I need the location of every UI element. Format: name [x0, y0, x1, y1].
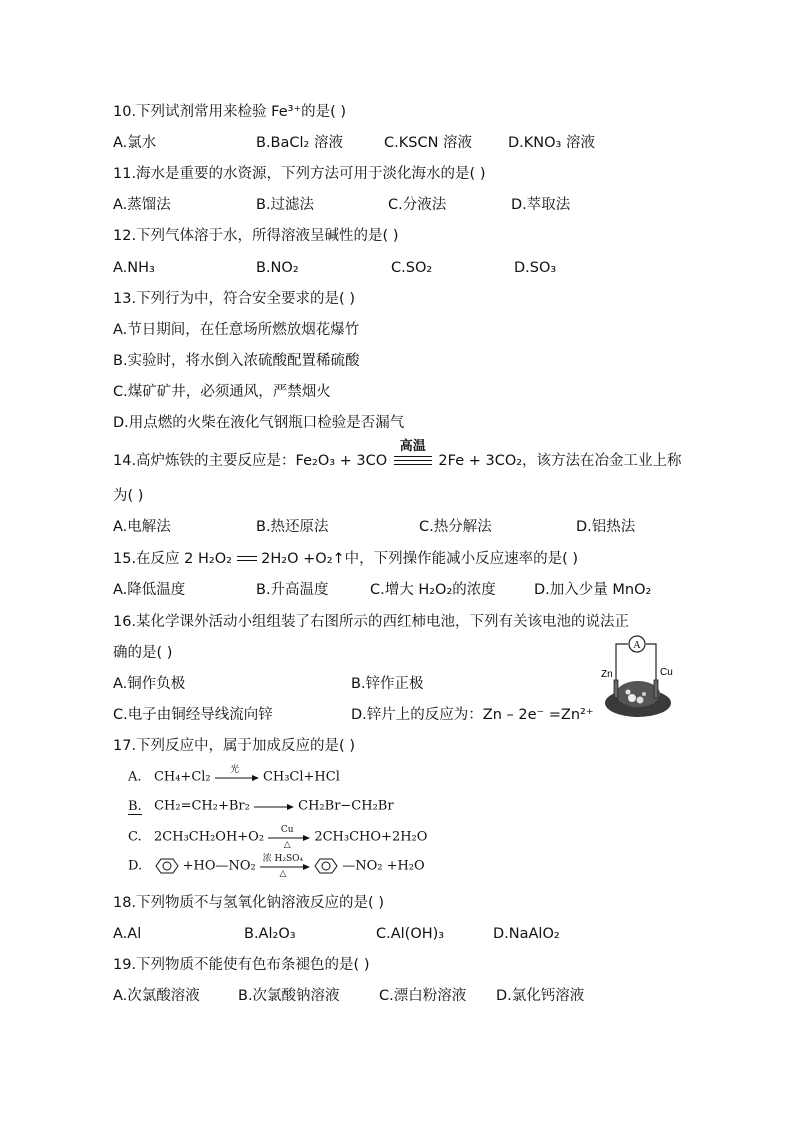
q17-d-products: —NO₂ +H₂O — [342, 858, 425, 874]
question-14-stem-line2: 为( ) — [113, 488, 144, 504]
q11-option-a: A.蒸馏法 — [113, 197, 171, 213]
q18-option-a: A.Al — [113, 926, 142, 942]
ammeter-label: A — [633, 640, 641, 651]
q10-option-d: D.KNO₃ 溶液 — [508, 135, 595, 151]
q17-reaction-d — [128, 855, 425, 877]
q16-option-d: D.锌片上的反应为：Zn – 2e⁻ =Zn²⁺ — [351, 707, 594, 723]
triple-bar-bottom — [394, 464, 432, 465]
reaction-arrow — [260, 855, 310, 877]
q17-c-condition-bottom: △ — [283, 840, 291, 850]
zinc-label: Zn — [601, 669, 613, 680]
q17-c-condition-top: Cu — [280, 825, 294, 835]
benzene-ring-icon — [155, 857, 179, 875]
q11-option-c: C.分液法 — [388, 197, 447, 213]
triple-bar-top — [394, 456, 432, 457]
q18-option-b: B.Al₂O₃ — [244, 926, 296, 942]
q16-option-c: C.电子由铜经导线流向锌 — [113, 707, 273, 723]
q10-option-b: B.BaCl₂ 溶液 — [256, 135, 343, 151]
question-11-stem: 11.海水是重要的水资源，下列方法可用于淡化海水的是( ) — [113, 166, 486, 182]
question-19-stem: 19.下列物质不能使有色布条褪色的是( ) — [113, 957, 370, 973]
q17-reaction-b — [128, 797, 394, 816]
q17-a-reactants: CH₄+Cl₂ — [153, 769, 211, 785]
q15-option-a: A.降低温度 — [113, 582, 186, 598]
q14-condition: 高温 — [399, 439, 426, 454]
q17-c-reactants: 2CH₃CH₂OH+O₂ — [154, 829, 265, 845]
q13-option-a: A.节日期间，在任意场所燃放烟花爆竹 — [113, 322, 360, 338]
question-15-stem — [113, 549, 578, 569]
double-bar-top — [237, 556, 257, 557]
tomato-highlight — [637, 697, 644, 704]
q13-option-c: C.煤矿矿井，必须通风，严禁烟火 — [113, 384, 331, 400]
q13-option-d: D.用点燃的火柴在液化气钢瓶口检验是否漏气 — [113, 415, 405, 431]
q10-option-a: A.氯水 — [113, 135, 157, 151]
q11-option-b: B.过滤法 — [256, 197, 315, 213]
q12-option-b: B.NO₂ — [256, 260, 299, 276]
q17-a-condition-top: 光 — [230, 765, 240, 775]
double-bar-bottom — [237, 560, 257, 561]
q12-option-c: C.SO₂ — [391, 260, 433, 276]
q18-option-d: D.NaAlO₂ — [493, 926, 560, 942]
question-16-stem-line2: 确的是( ) — [113, 645, 173, 661]
q19-option-d: D.氯化钙溶液 — [496, 988, 585, 1004]
question-10-stem: 10.下列试剂常用来检验 Fe³⁺的是( ) — [113, 104, 347, 120]
q17-b-reactants: CH₂=CH₂+Br₂ — [154, 798, 250, 814]
copper-label: Cu — [660, 667, 673, 678]
tomato-shape — [616, 681, 660, 707]
q14-option-b: B.热还原法 — [256, 519, 329, 535]
q14-option-d: D.铝热法 — [576, 519, 636, 535]
benzene-ring-icon — [314, 857, 338, 875]
q16-option-a: A.铜作负极 — [113, 676, 186, 692]
q12-option-a: A.NH₃ — [113, 260, 155, 276]
q17-a-products: CH₃Cl+HCl — [262, 769, 340, 785]
question-16-stem-line1: 16.某化学课外活动小组组装了右图所示的西红柿电池，下列有关该电池的说法正 — [113, 614, 630, 630]
q15-equation-left: 15.在反应 2 H₂O₂ — [113, 551, 232, 567]
triple-bar-mid — [394, 460, 432, 461]
q19-option-b: B.次氯酸钠溶液 — [238, 988, 340, 1004]
arrow-icon — [254, 804, 294, 810]
q15-equation-right: 2H₂O +O₂↑中，下列操作能减小反应速率的是( ) — [261, 551, 579, 567]
q10-option-c: C.KSCN 溶液 — [384, 135, 473, 151]
q17-a-label: A. — [128, 769, 142, 785]
q14-equation-left: 14.高炉炼铁的主要反应是：Fe₂O₃ + 3CO — [113, 453, 388, 469]
q17-b-label: B. — [128, 798, 142, 814]
reaction-arrow — [268, 826, 310, 848]
question-12-stem: 12.下列气体溶于水，所得溶液呈碱性的是( ) — [113, 228, 399, 244]
double-equals-sign — [237, 554, 257, 564]
q17-d-condition-bottom: △ — [279, 869, 287, 879]
q17-reaction-c — [128, 826, 427, 848]
question-13-stem: 13.下列行为中，符合安全要求的是( ) — [113, 291, 355, 307]
q15-option-b: B.升高温度 — [256, 582, 329, 598]
q15-option-d: D.加入少量 MnO₂ — [534, 582, 652, 598]
q14-option-c: C.热分解法 — [419, 519, 492, 535]
copper-electrode — [654, 680, 658, 698]
q14-option-a: A.电解法 — [113, 519, 171, 535]
q17-d-label: D. — [128, 858, 143, 874]
question-18-stem: 18.下列物质不与氢氧化钠溶液反应的是( ) — [113, 895, 384, 911]
reaction-arrow — [254, 797, 294, 815]
q18-option-c: C.Al(OH)₃ — [376, 926, 445, 942]
zinc-electrode — [614, 680, 618, 698]
tomato-battery-figure — [596, 630, 692, 720]
reaction-arrow — [215, 765, 259, 786]
tomato-highlight — [626, 690, 631, 695]
q17-d-condition-top: 浓 H₂SO₄ — [262, 854, 304, 864]
q15-option-c: C.增大 H₂O₂的浓度 — [370, 582, 496, 598]
high-temp-equals-sign — [394, 439, 432, 468]
question-17-stem: 17.下列反应中，属于加成反应的是( ) — [113, 738, 355, 754]
q19-option-a: A.次氯酸溶液 — [113, 988, 200, 1004]
q17-c-products: 2CH₃CHO+2H₂O — [314, 829, 428, 845]
q17-reaction-a — [128, 765, 340, 787]
arrow-icon — [215, 775, 259, 781]
q12-option-d: D.SO₃ — [514, 260, 557, 276]
q13-option-b: B.实验时，将水倒入浓硫酸配置稀硫酸 — [113, 353, 360, 369]
q11-option-d: D.萃取法 — [511, 197, 571, 213]
q17-b-products: CH₂Br−CH₂Br — [298, 798, 394, 814]
q14-equation-right: 2Fe + 3CO₂，该方法在冶金工业上称 — [438, 453, 682, 469]
q17-c-label: C. — [128, 829, 142, 845]
q16-option-b: B.锌作正极 — [351, 676, 424, 692]
tomato-highlight — [642, 692, 646, 696]
q17-d-reactants: +HO—NO₂ — [182, 858, 256, 874]
tomato-highlight — [628, 694, 636, 702]
q19-option-c: C.漂白粉溶液 — [379, 988, 467, 1004]
question-14-stem-line1 — [113, 439, 682, 471]
